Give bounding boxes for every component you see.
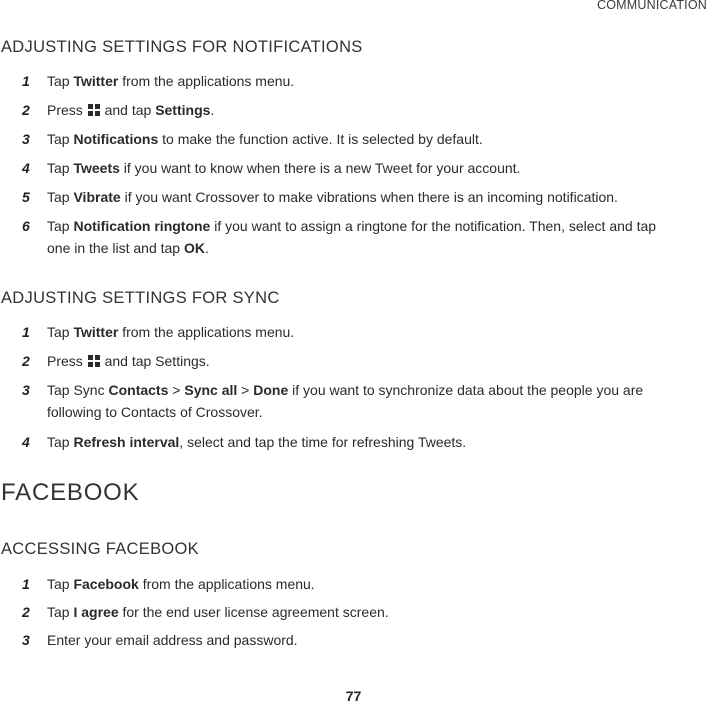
- step-number: 1: [22, 73, 30, 89]
- step-text: one in the list and tap OK.: [47, 240, 209, 256]
- step-text: Tap Notification ringtone if you want to assign a ringtone for the notification. Then, select and tap: [47, 218, 657, 234]
- step-text: Tap Vibrate if you want Crossover to make vibrations when there is an incoming notification.: [47, 189, 618, 205]
- step-number: 2: [22, 353, 30, 369]
- menu-grid-icon: [88, 355, 100, 367]
- step-number: 3: [22, 382, 30, 398]
- step-number: 5: [22, 189, 30, 205]
- step-text: following to Contacts of Crossover.: [47, 404, 263, 420]
- step-text: Tap Tweets if you want to know when there is a new Tweet for your account.: [47, 160, 521, 176]
- step-text: Tap Notifications to make the function active. It is selected by default.: [47, 131, 483, 147]
- section-heading-facebook: ACCESSING FACEBOOK: [1, 540, 199, 558]
- step-text: Press and tap Settings.: [47, 102, 215, 118]
- step-text: Press and tap Settings.: [47, 353, 210, 369]
- step-text: Enter your email address and password.: [47, 632, 298, 648]
- step-text: Tap Facebook from the applications menu.: [47, 576, 315, 592]
- menu-grid-icon: [88, 104, 100, 116]
- step-number: 4: [22, 160, 30, 176]
- chapter-title: FACEBOOK: [1, 479, 140, 506]
- step-number: 2: [22, 102, 30, 118]
- step-text: Tap Sync Contacts > Sync all > Done if you want to synchronize data about the people you are: [47, 382, 644, 398]
- step-number: 2: [22, 604, 30, 620]
- step-text: Tap Twitter from the applications menu.: [47, 324, 295, 340]
- header-section-label: COMMUNICATION: [597, 0, 707, 12]
- page-number: 77: [345, 688, 362, 704]
- section-heading-notifications: ADJUSTING SETTINGS FOR NOTIFICATIONS: [1, 38, 363, 56]
- step-number: 6: [22, 218, 30, 234]
- step-number: 1: [22, 324, 30, 340]
- step-number: 1: [22, 576, 30, 592]
- step-text: Tap Twitter from the applications menu.: [47, 73, 295, 89]
- step-number: 3: [22, 131, 30, 147]
- step-text: Tap I agree for the end user license agreement screen.: [47, 604, 389, 620]
- step-number: 4: [22, 434, 30, 450]
- section-heading-sync: ADJUSTING SETTINGS FOR SYNC: [1, 289, 280, 307]
- step-number: 3: [22, 632, 30, 648]
- step-text: Tap Refresh interval, select and tap the time for refreshing Tweets.: [47, 434, 467, 450]
